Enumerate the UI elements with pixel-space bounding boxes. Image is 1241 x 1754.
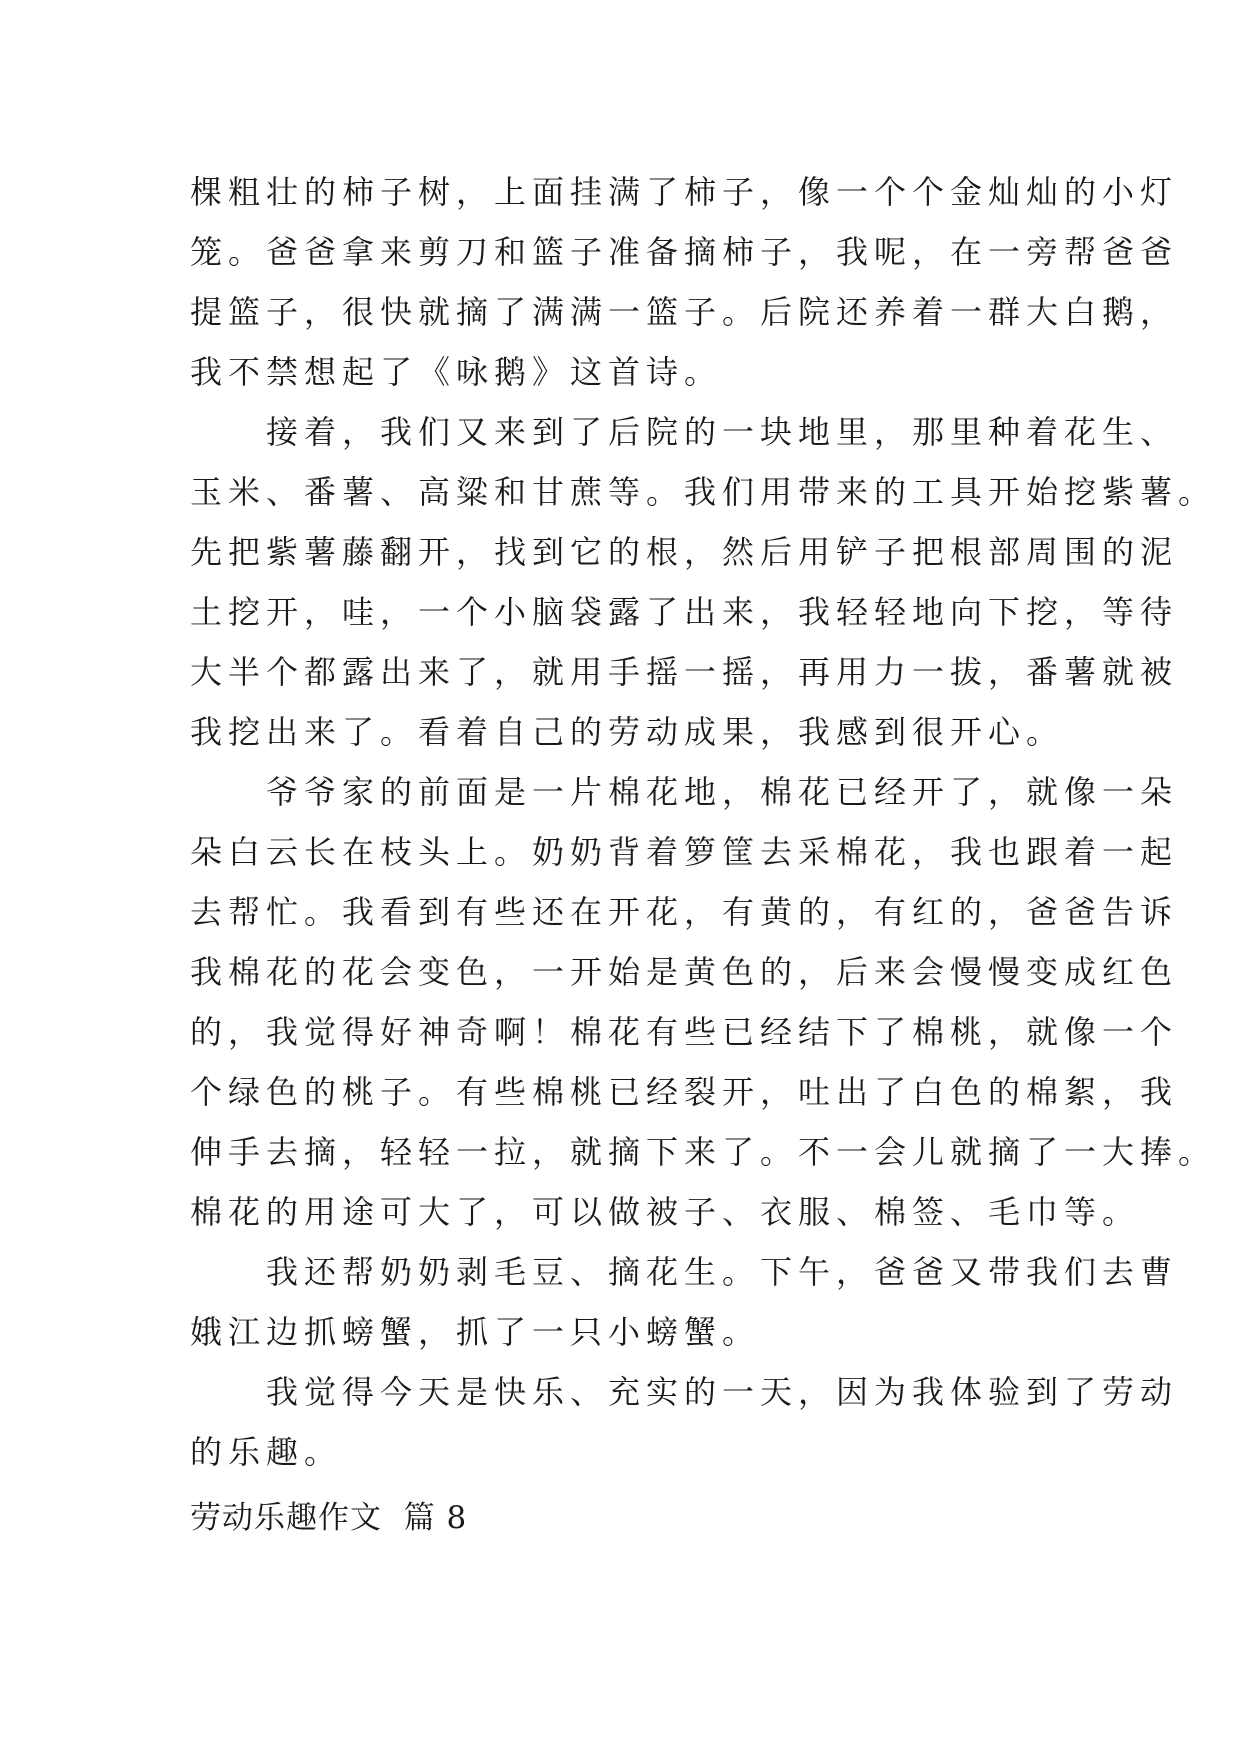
text-line: 个绿色的桃子。有些棉桃已经裂开，吐出了白色的棉絮，我 [190, 1073, 1179, 1111]
text-line: 玉米、番薯、高粱和甘蔗等。我们用带来的工具开始挖紫薯。 [190, 473, 1217, 511]
section-heading: 劳动乐趣作文 篇 8 [190, 1500, 468, 1536]
text-line: 去帮忙。我看到有些还在开花，有黄的，有红的，爸爸告诉 [190, 893, 1179, 931]
text-line: 我不禁想起了《咏鹅》这首诗。 [190, 353, 723, 391]
text-line: 娥江边抓螃蟹，抓了一只小螃蟹。 [190, 1313, 761, 1351]
text-line: 爷爷家的前面是一片棉花地，棉花已经开了，就像一朵 [190, 773, 1179, 811]
text-line: 伸手去摘，轻轻一拉，就摘下来了。不一会儿就摘了一大捧。 [190, 1133, 1217, 1171]
text-line: 棵粗壮的柿子树，上面挂满了柿子，像一个个金灿灿的小灯 [190, 173, 1179, 211]
text-line: 我棉花的花会变色，一开始是黄色的，后来会慢慢变成红色 [190, 953, 1179, 991]
text-line: 的，我觉得好神奇啊！棉花有些已经结下了棉桃，就像一个 [190, 1013, 1179, 1051]
text-line: 笼。爸爸拿来剪刀和篮子准备摘柿子，我呢，在一旁帮爸爸 [190, 233, 1179, 271]
text-line: 我觉得今天是快乐、充实的一天，因为我体验到了劳动 [190, 1373, 1179, 1411]
text-line: 先把紫薯藤翻开，找到它的根，然后用铲子把根部周围的泥 [190, 533, 1179, 571]
text-line: 我挖出来了。看着自己的劳动成果，我感到很开心。 [190, 713, 1065, 751]
essay-body [190, 162, 1217, 1482]
text-line: 土挖开，哇，一个小脑袋露了出来，我轻轻地向下挖，等待 [190, 593, 1179, 631]
text-line: 我还帮奶奶剥毛豆、摘花生。下午，爸爸又带我们去曹 [190, 1253, 1179, 1291]
text-line: 提篮子，很快就摘了满满一篮子。后院还养着一群大白鹅， [190, 293, 1179, 331]
text-line: 大半个都露出来了，就用手摇一摇，再用力一拔，番薯就被 [190, 653, 1179, 691]
text-line: 朵白云长在枝头上。奶奶背着箩筐去采棉花，我也跟着一起 [190, 833, 1179, 871]
text-line: 的乐趣。 [190, 1433, 343, 1471]
text-line: 棉花的用途可大了，可以做被子、衣服、棉签、毛巾等。 [190, 1193, 1141, 1231]
text-line: 接着，我们又来到了后院的一块地里，那里种着花生、 [190, 413, 1179, 451]
